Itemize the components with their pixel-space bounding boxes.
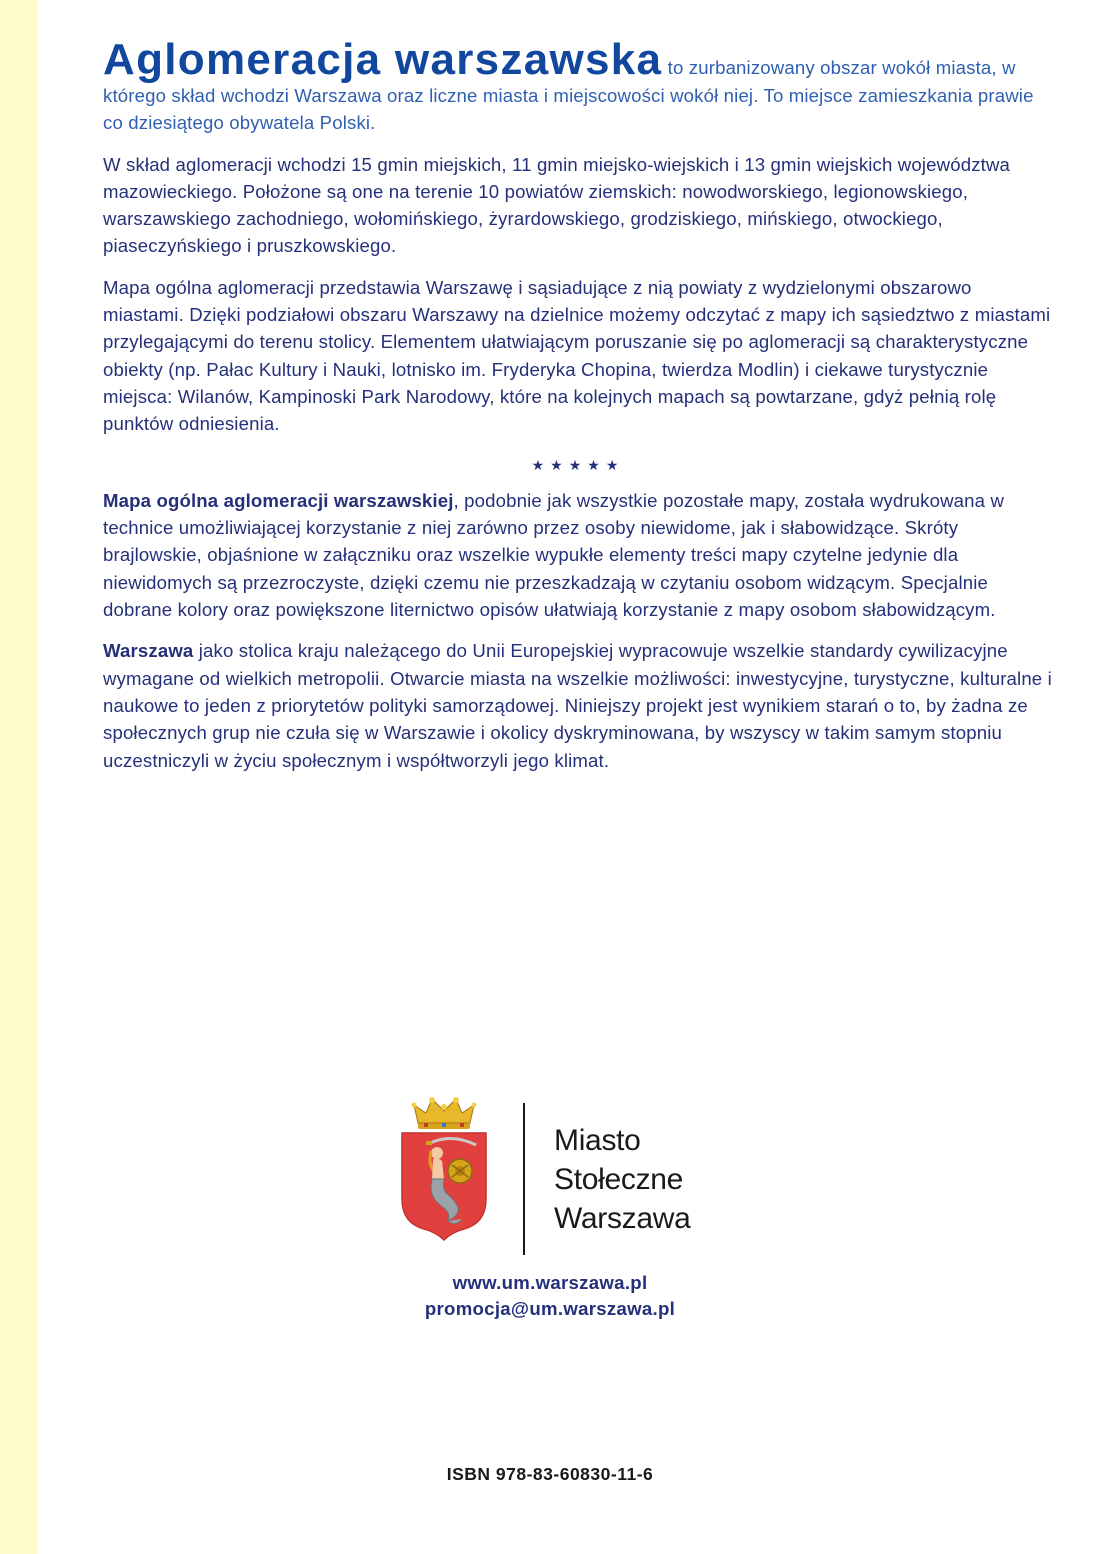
side-color-strip [0, 0, 37, 1554]
isbn-number: ISBN 978-83-60830-11-6 [446, 1464, 654, 1484]
lead-first-line: to zurbanizowany obszar wokół [667, 57, 931, 78]
wordmark-line-2: Stołeczne [554, 1163, 684, 1196]
city-logo [400, 1095, 720, 1257]
paragraph-warsaw-bold: Warszawa [103, 640, 194, 662]
paragraph-accessibility-text: , podobnie jak wszystkie pozostałe mapy, została wydrukowana w technice umożliwiającej korzystanie z niej zarówno przez osoby niewidome, jak i słabowidzące. Skróty brajlowskie, objaśnione w załączniku oraz wszelkie wypukłe elementy treści mapy czytelne jedynie dla niewidomych są przezroczyste, dzięki czemu nie przeszkadzają w czytaniu osobom widzącym. Specjalnie dobrane kolory oraz powiększone liternictwo opisów ułatwiają korzystanie z mapy osobom słabowidzącym. [103, 489, 1005, 621]
crown-icon [412, 1097, 477, 1129]
main-content [103, 35, 1053, 788]
email-link[interactable]: promocja@um.warszawa.pl [424, 1298, 676, 1319]
warsaw-coat-of-arms-icon [400, 1095, 488, 1241]
website-link[interactable]: www.um.warszawa.pl [452, 1272, 648, 1293]
paragraph-municipalities: W skład aglomeracji wchodzi 15 gmin miejskich, 11 gmin miejsko-wiejskich i 13 gmin wiejskich województwa mazowieckiego. Położone są one na terenie 10 powiatów ziemskich: nowodworskiego, legionowskiego, warszawskiego zachodniego, wołomińskiego, żyrardowskiego, grodziskiego, mińskiego, otwockiego, piaseczyńskiego i pruszkowskiego. [103, 153, 1011, 257]
paragraph-warsaw [103, 637, 1053, 773]
wordmark-line-3: Warszawa [554, 1202, 691, 1235]
page-title: Aglomeracja warszawska [103, 35, 663, 84]
city-wordmark [554, 1121, 691, 1238]
paragraph-warsaw-text: jako stolica kraju należącego do Unii Europejskiej wypracowuje wszelkie standardy cywilizacyjne wymagane od wielkich metropolii. Otwarcie miasta na wszelkie możliwości: inwestycyjne, turystyczne, kulturalne i naukowe to jeden z priorytetów polityki samorządowej. Niniejszy projekt jest wynikiem starań o to, by żadna ze społecznych grup nie czuła się w Warszawie i okolicy dyskryminowana, by wszyscy w takim samym stopniu uczestniczyli w życiu społecznym i współtworzyli jego klimat. [103, 640, 1052, 771]
paragraph-accessibility-bold: Mapa ogólna aglomeracji warszawskiej [103, 489, 454, 511]
lead-rest: miasta, w którego skład wchodzi Warszawa oraz liczne miasta i miejscowości wokół niej. To miejsce zamieszkania prawie co dziesiątego obywatela Polski. [103, 57, 1034, 134]
paragraph-map-description: Mapa ogólna aglomeracji przedstawia Warszawę i sąsiadujące z nią powiaty z wydzielonymi obszarowo miastami. Dzięki podziałowi obszaru Warszawy na dzielnice możemy odczytać z mapy ich sąsiedztwo z miastami przylegającymi do terenu stolicy. Elementem ułatwiającym poruszanie się po aglomeracji są charakterystyczne obiekty (np. Pałac Kultury i Nauki, lotnisko im. Fryderyka Chopina, twierdza Modlin) i ciekawe turystycznie miejsca: Wilanów, Kampinoski Park Narodowy, które na kolejnych mapach są powtarzane, gdyż pełnią rolę punktów odniesienia. [103, 276, 1051, 435]
star-separator: ★★★★★ [531, 456, 625, 473]
logo-divider [523, 1103, 525, 1255]
lead-paragraph [103, 35, 1053, 137]
wordmark-line-1: Miasto [554, 1124, 641, 1157]
paragraph-accessibility [103, 487, 1053, 623]
